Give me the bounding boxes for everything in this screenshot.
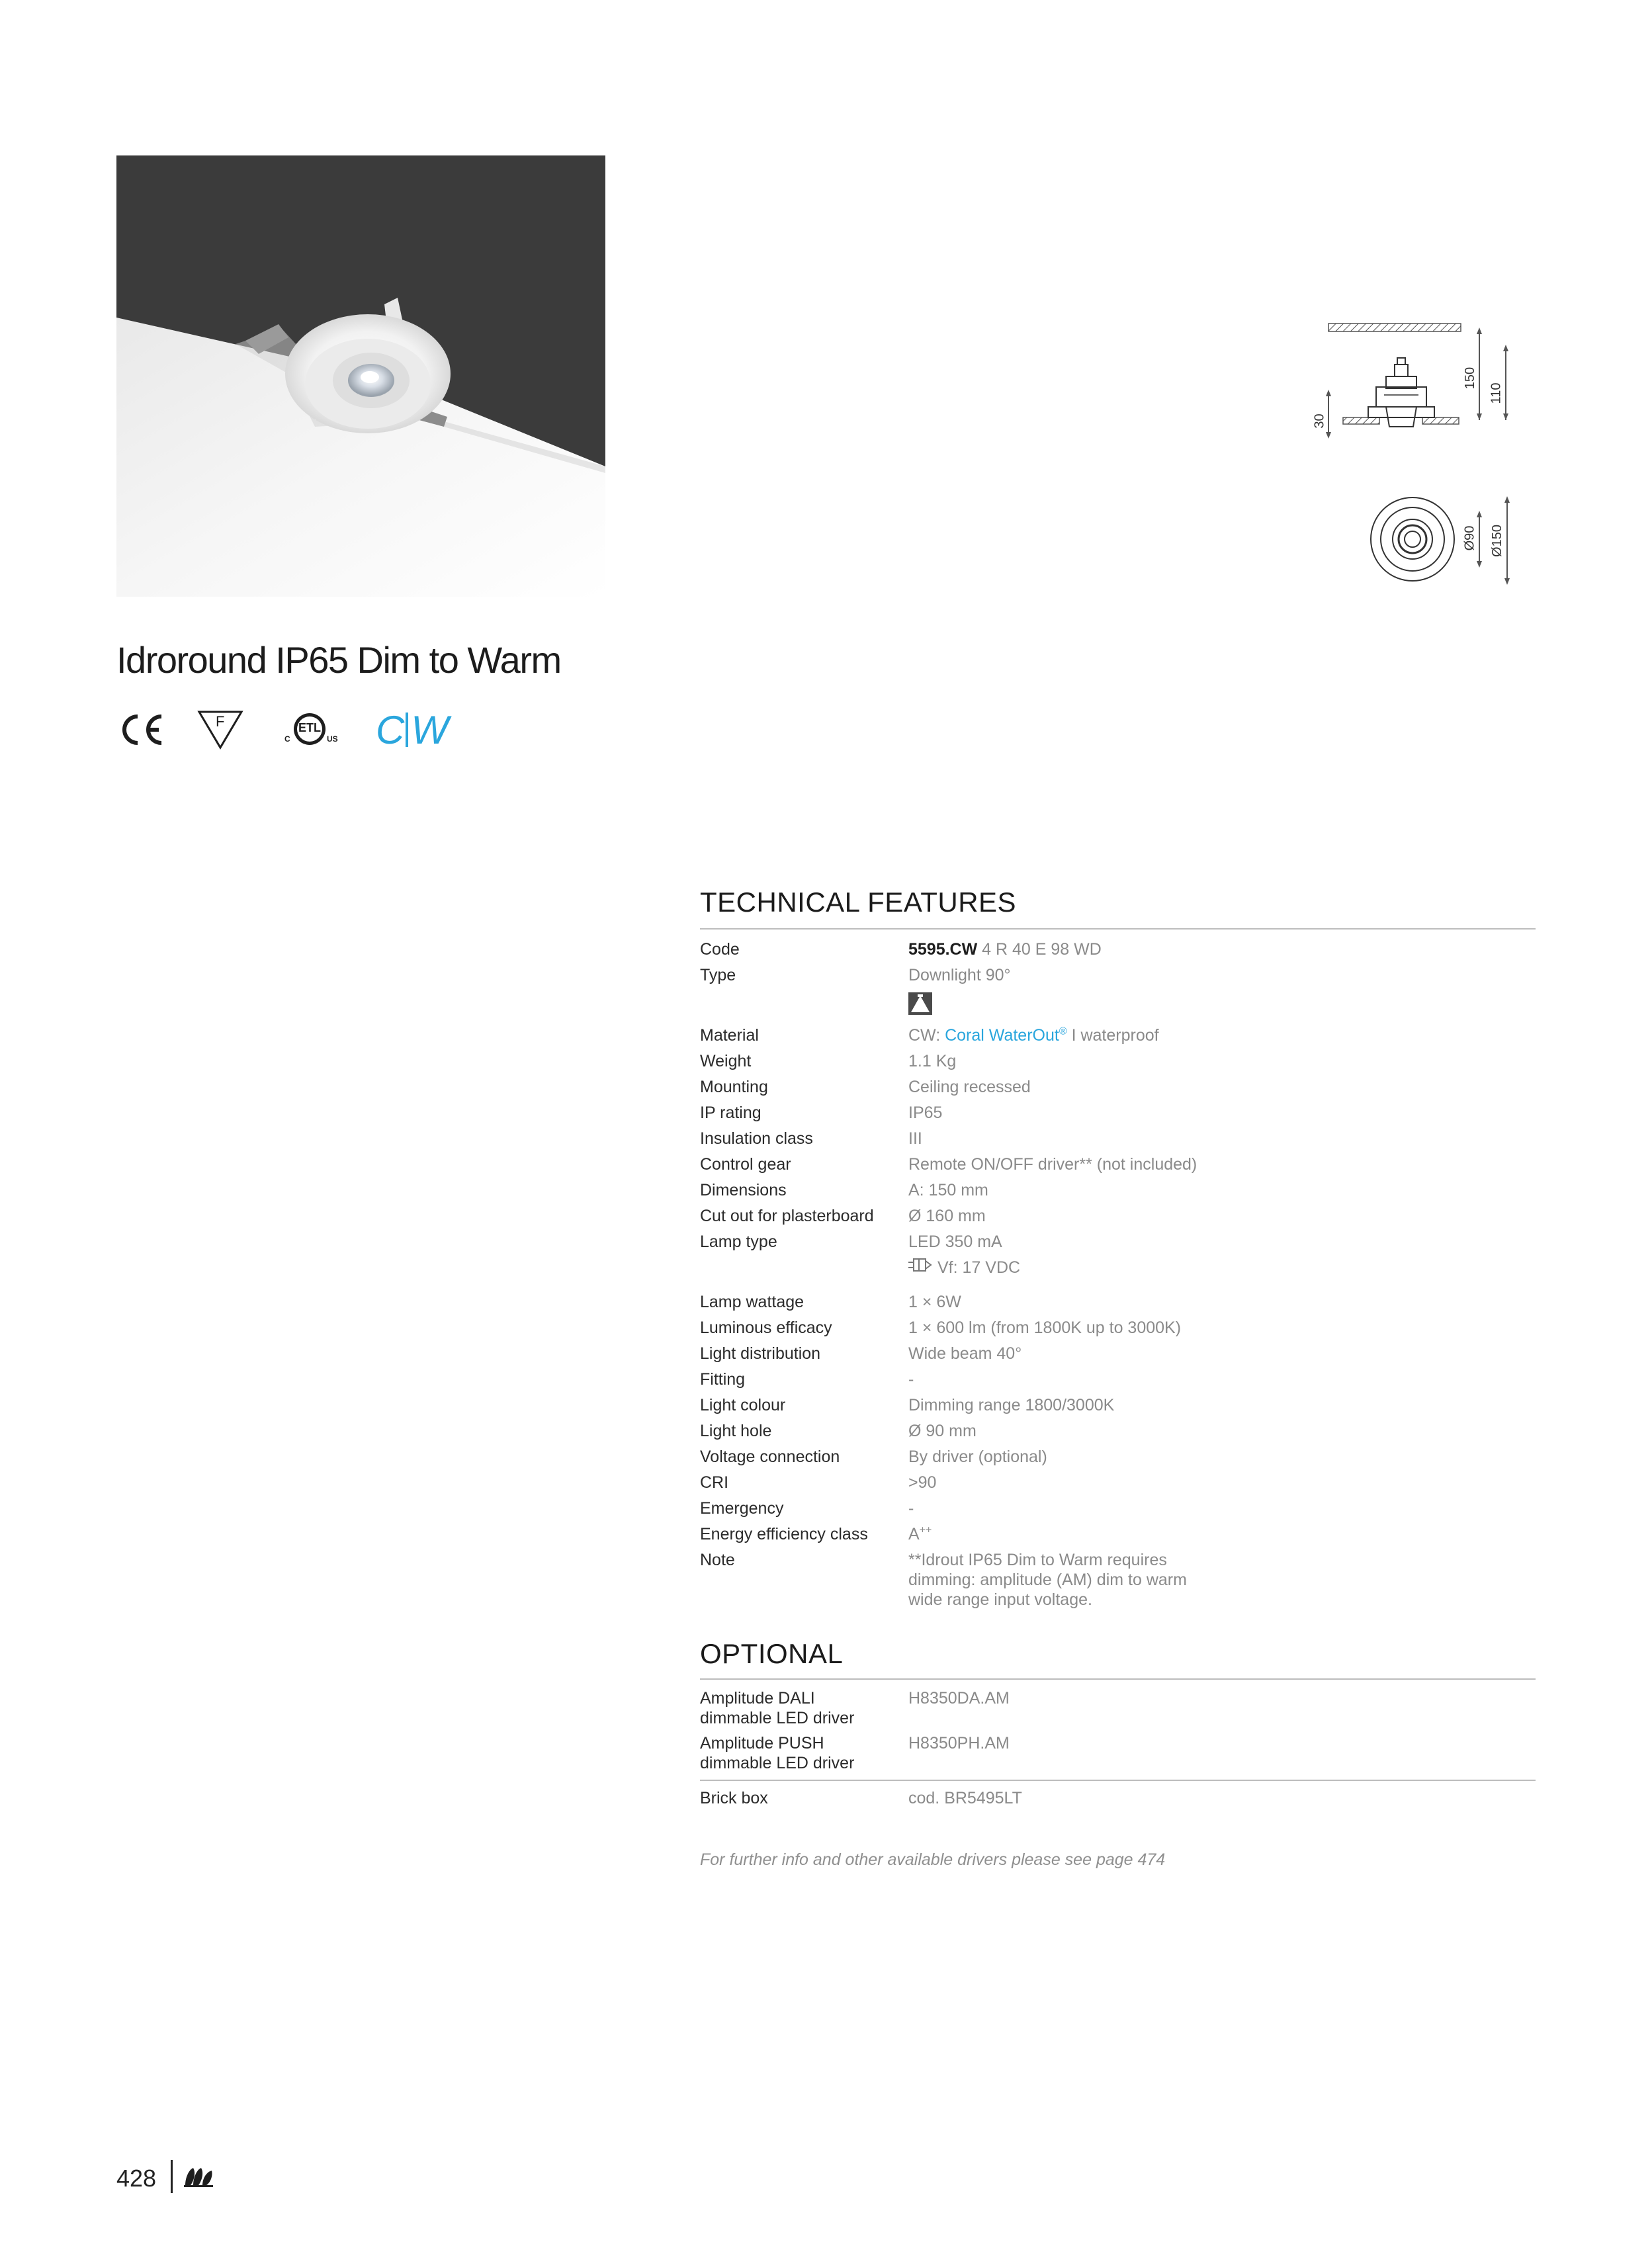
etl-text: ETL [298, 721, 321, 734]
spec-value: >90 [908, 1473, 937, 1492]
spec-row [700, 1496, 1536, 1522]
spec-row [700, 1126, 1536, 1152]
cw-mark-icon [376, 707, 447, 753]
dim-diameter-90: Ø90 [1462, 525, 1477, 551]
spec-row [700, 1100, 1536, 1126]
material-prefix: CW: [908, 1026, 945, 1045]
product-code: 5595.CW [908, 940, 978, 959]
f-triangle-letter: F [216, 713, 225, 730]
spec-value-code [908, 937, 1536, 963]
spec-row [700, 1049, 1536, 1074]
spec-value: A: 150 mm [908, 1181, 988, 1199]
spec-value: III [908, 1129, 922, 1148]
spec-row [700, 1341, 1536, 1367]
optional-label-line: Amplitude PUSH [700, 1734, 824, 1752]
spec-label: Energy efficiency class [700, 1524, 868, 1543]
spec-label: Mounting [700, 1078, 768, 1096]
spec-label: Light colour [700, 1395, 786, 1414]
spec-value: Ø 90 mm [908, 1421, 977, 1440]
note-line: wide range input voltage. [908, 1590, 1092, 1609]
optional-label-line: dimmable LED driver [700, 1709, 855, 1727]
spec-label-empty [700, 1255, 908, 1281]
vf-value: Vf: 17 VDC [937, 1258, 1021, 1277]
spec-value-note [908, 1547, 1536, 1610]
technical-features-heading: TECHNICAL FEATURES [700, 887, 1017, 918]
spec-label: Emergency [700, 1498, 784, 1518]
etl-c: C [284, 734, 290, 744]
energy-class: A [908, 1524, 920, 1543]
spec-value: IP65 [908, 1103, 943, 1122]
spec-label: Lamp type [700, 1233, 777, 1251]
spec-row [700, 1289, 1536, 1315]
spec-label: Lamp wattage [700, 1292, 804, 1311]
brick-box-row [700, 1788, 1536, 1808]
optional-label-line: Amplitude DALI [700, 1689, 815, 1708]
optional-value: H8350PH.AM [908, 1734, 1010, 1752]
optional-divider [700, 1678, 1536, 1680]
optional-divider-2 [700, 1780, 1536, 1781]
spec-value: 1.1 Kg [908, 1052, 957, 1070]
material-accent: Coral WaterOut [945, 1026, 1059, 1045]
material-suffix: I waterproof [1066, 1026, 1159, 1045]
etl-listed-icon [277, 709, 343, 750]
spec-value [908, 1023, 1536, 1049]
dim-height-150: 150 [1463, 367, 1478, 390]
spec-value: 1 × 6W [908, 1292, 961, 1311]
footer-separator [171, 2160, 173, 2193]
spec-row [700, 1178, 1536, 1203]
spec-label: Control gear [700, 1155, 791, 1174]
technical-features-divider [700, 928, 1536, 930]
spec-value: Wide beam 40° [908, 1344, 1022, 1363]
spec-label: Dimensions [700, 1181, 787, 1199]
optional-label-line: dimmable LED driver [700, 1754, 855, 1772]
spec-label: Light distribution [700, 1344, 821, 1363]
product-title: Idroround IP65 Dim to Warm [116, 639, 561, 681]
spec-rows-a [700, 1049, 1536, 1255]
brand-logo-icon [183, 2165, 214, 2191]
product-code-suffix: 4 R 40 E 98 WD [977, 940, 1102, 959]
spec-row [700, 1315, 1536, 1341]
product-photo-render [116, 155, 605, 597]
optional-table [700, 1688, 1536, 1778]
spec-label: Luminous efficacy [700, 1318, 832, 1337]
spec-value: - [908, 1498, 914, 1518]
spec-label: Light hole [700, 1421, 772, 1440]
certification-icons [116, 707, 480, 753]
spec-row [700, 1470, 1536, 1496]
spec-row-type [700, 963, 1536, 1023]
spec-row [700, 1152, 1536, 1178]
spec-label: Type [700, 966, 736, 984]
energy-class-sup: ++ [919, 1524, 932, 1536]
spec-label: Note [700, 1550, 735, 1569]
spec-row [700, 1393, 1536, 1418]
spec-value: Remote ON/OFF driver** (not included) [908, 1155, 1197, 1174]
spec-rows-b [700, 1289, 1536, 1522]
spec-label: IP rating [700, 1103, 761, 1122]
spec-row [700, 1418, 1536, 1444]
spec-value: By driver (optional) [908, 1447, 1047, 1466]
spec-row-energy [700, 1522, 1536, 1547]
cw-mark-w: W [411, 707, 447, 752]
spec-label: Voltage connection [700, 1447, 840, 1466]
brick-box-label: Brick box [700, 1789, 768, 1807]
optional-row [700, 1688, 1536, 1728]
spec-row-vf [700, 1255, 1536, 1281]
optional-label [700, 1688, 908, 1728]
spec-row-code [700, 937, 1536, 963]
spec-value [908, 1522, 1536, 1547]
material-registered: ® [1059, 1025, 1067, 1037]
note-line: **Idrout IP65 Dim to Warm requires [908, 1550, 1167, 1569]
brick-box-value: cod. BR5495LT [908, 1789, 1022, 1807]
cw-mark-bar [406, 713, 408, 747]
note-line: dimming: amplitude (AM) dim to warm [908, 1570, 1187, 1589]
downlight-icon [908, 992, 932, 1015]
spec-row [700, 1229, 1536, 1255]
spec-value: Ø 160 mm [908, 1207, 986, 1225]
spec-value: - [908, 1369, 914, 1389]
spec-label: Cut out for plasterboard [700, 1207, 874, 1225]
optional-label [700, 1733, 908, 1773]
ce-mark-icon [116, 713, 164, 747]
type-text: Downlight 90° [908, 966, 1011, 984]
spec-label: CRI [700, 1473, 729, 1492]
optional-heading: OPTIONAL [700, 1638, 844, 1669]
spec-value: LED 350 mA [908, 1233, 1002, 1251]
spec-label: Weight [700, 1052, 752, 1070]
f-triangle-icon [197, 709, 243, 750]
footnote: For further info and other available drivers please see page 474 [700, 1850, 1166, 1869]
spec-label: Material [700, 1026, 759, 1045]
spec-row-note [700, 1547, 1536, 1610]
cw-mark-c: C [376, 707, 404, 752]
top-view-drawing [1356, 496, 1548, 602]
spec-label: Fitting [700, 1369, 746, 1389]
spec-value [908, 963, 1536, 1023]
dim-height-30: 30 [1312, 413, 1327, 429]
optional-value: H8350DA.AM [908, 1689, 1010, 1708]
spec-value: 1 × 600 lm (from 1800K up to 3000K) [908, 1318, 1182, 1337]
spec-value: Dimming range 1800/3000K [908, 1395, 1115, 1414]
led-driver-icon [908, 1256, 934, 1281]
spec-value: Ceiling recessed [908, 1078, 1031, 1096]
page-number: 428 [116, 2165, 157, 2192]
dim-height-110: 110 [1489, 382, 1504, 404]
spec-label: Code [700, 940, 740, 959]
product-photo [116, 155, 605, 597]
side-section-drawing [1312, 321, 1542, 466]
spec-row [700, 1203, 1536, 1229]
spec-row [700, 1074, 1536, 1100]
technical-features-table [700, 937, 1536, 1610]
optional-row [700, 1733, 1536, 1773]
spec-row [700, 1444, 1536, 1470]
spec-row [700, 1367, 1536, 1393]
spec-label: Insulation class [700, 1129, 813, 1148]
spec-row-material [700, 1023, 1536, 1049]
spec-value [908, 1255, 1536, 1281]
dim-diameter-150: Ø150 [1489, 525, 1504, 557]
etl-us: US [327, 734, 338, 744]
